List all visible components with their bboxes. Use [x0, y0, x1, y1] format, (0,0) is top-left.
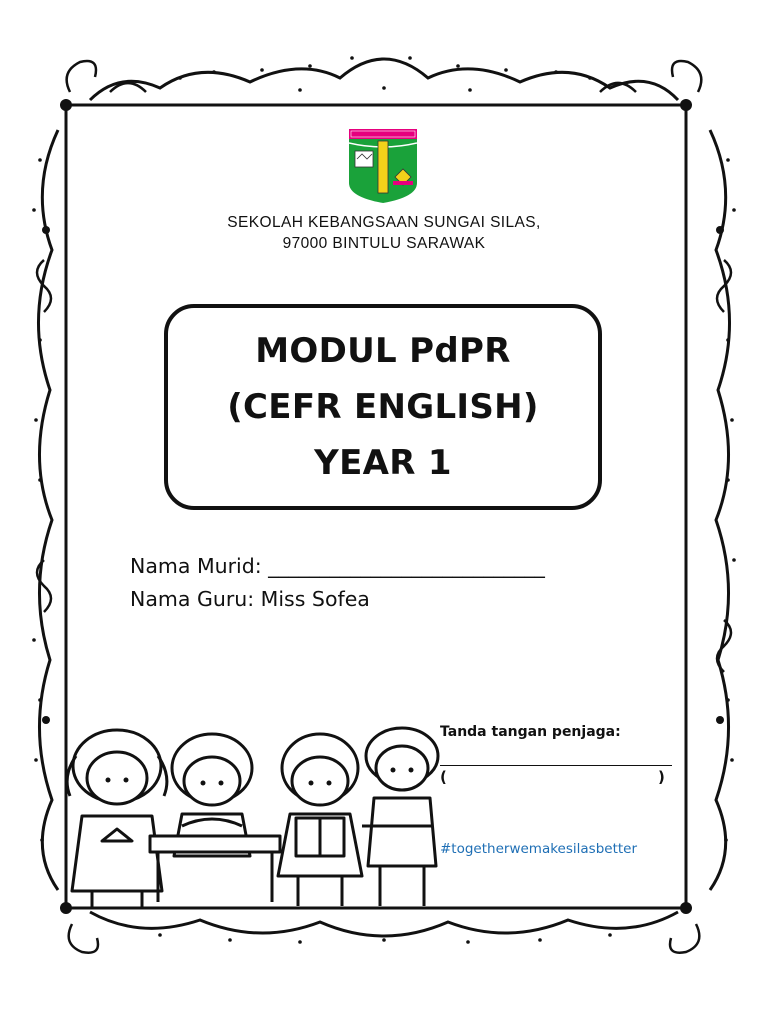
- school-address-line: 97000 BINTULU SARAWAK: [282, 235, 486, 252]
- paren-open: (: [440, 768, 447, 786]
- title-line-1: MODUL PdPR: [255, 331, 511, 371]
- school-name: [150, 212, 618, 254]
- kids-illustration: [62, 726, 447, 922]
- guardian-signature-label: Tanda tangan penjaga:: [440, 724, 621, 740]
- school-logo: [349, 129, 417, 203]
- hashtag: #togetherwemakesilasbetter: [440, 841, 638, 857]
- signature-line: [440, 765, 672, 766]
- module-title-box: [164, 304, 602, 510]
- title-line-3: YEAR 1: [314, 443, 452, 483]
- student-name-field: Nama Murid: ___________________________: [130, 554, 545, 578]
- title-line-2: (CEFR ENGLISH): [227, 387, 539, 427]
- teacher-name: Nama Guru: Miss Sofea: [130, 587, 370, 611]
- school-name-line1: SEKOLAH KEBANGSAAN SUNGAI SILAS,: [227, 214, 541, 231]
- paren-close: ): [658, 768, 665, 786]
